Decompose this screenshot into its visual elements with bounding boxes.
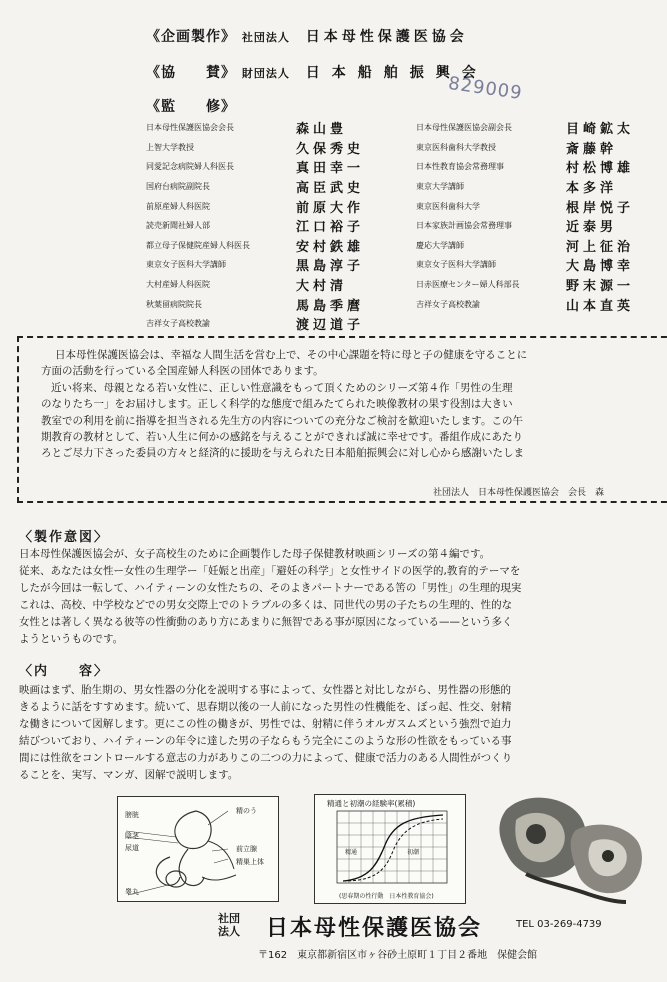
supervisor-name: 馬島季麿 <box>296 298 365 314</box>
supervisors-right-column <box>416 118 666 314</box>
supervisor-name: 目崎鉱太 <box>566 122 635 138</box>
anatomy-diagram <box>117 796 279 902</box>
supervisor-role: 上智大学教授 <box>146 142 194 152</box>
supervisor-row <box>416 294 666 314</box>
footer-prefix-bottom: 法人 <box>218 925 240 938</box>
chart-plot <box>315 795 465 903</box>
supervisor-row <box>146 157 386 177</box>
supervisor-row <box>416 236 666 256</box>
supervisor-name: 久保秀史 <box>296 141 365 157</box>
sponsor-line <box>146 62 488 82</box>
greeting-line: ろとご尽力下さった委員の方々と経済的に援助を与えられた日本船舶振興会に対し心から感謝いたしま <box>41 447 524 460</box>
supervisor-role: 秋葉留病院院長 <box>146 299 202 309</box>
greeting-line: 近い将来、母親となる若い女性に、正しい性意識をもって頂くためのシリーズ第４作「男性の生理 <box>51 381 513 394</box>
supervisor-row <box>416 138 666 158</box>
supervisor-row <box>146 294 386 314</box>
supervisor-role: 同愛記念病院婦人科医長 <box>146 162 234 172</box>
footer-prefix-top: 社団 <box>218 912 240 925</box>
supervisor-role: 吉祥女子高校教諭 <box>416 299 480 309</box>
content-text <box>19 682 512 784</box>
production-org: 日本母性保護医協会 <box>305 29 468 45</box>
intent-line: ようというものです。 <box>19 633 124 645</box>
intent-line: これは、高校、中学校などでの男女交際上でのトラブルの多くは、同世代の男の子たちの生理的、性的な <box>19 599 513 611</box>
supervisor-row <box>146 255 386 275</box>
supervisor-role: 都立母子保健院産婦人科医長 <box>146 240 250 250</box>
supervisor-name: 前原大作 <box>296 200 365 216</box>
supervisor-role: 大村産婦人科医院 <box>146 280 210 290</box>
intent-line: 女性とは著しく異なる彼等の性衝動のあり方にあまりに無智である事が原因になっている——という多く <box>19 616 513 628</box>
supervisor-name: 真田幸一 <box>296 161 365 177</box>
supervisor-role: 東京女子医科大学講師 <box>416 260 496 270</box>
supervisor-name: 森山豊 <box>296 122 348 138</box>
supervisor-name: 山本直英 <box>566 298 635 314</box>
supervisor-role: 東京大学講師 <box>416 182 464 192</box>
anatomy-label: 前立腺 <box>236 845 257 853</box>
supervisor-role: 東京女子医科大学講師 <box>146 260 226 270</box>
intent-line: 日本母性保護医協会が、女子高校生のために企画製作した母子保健教材映画シリーズの第４編です。 <box>19 548 491 560</box>
supervisor-row <box>146 216 386 236</box>
cumulative-chart <box>314 794 466 904</box>
chart-legend-label: 初潮 <box>407 849 420 856</box>
supervisor-role: 東京医科歯科大学 <box>416 201 480 211</box>
sponsor-org: 日本船舶振興会 <box>305 65 488 81</box>
content-line: きるように話をすすめます。続いて、思春期以後の一人前になった男性の性機能を、ぼっ起、性交、射精 <box>19 701 512 713</box>
photo-image <box>496 790 646 906</box>
supervisor-name: 大島博幸 <box>566 259 635 275</box>
supervisor-row <box>416 196 666 216</box>
anatomy-label: 精のう <box>236 807 257 815</box>
supervisor-name: 高臣武史 <box>296 181 365 197</box>
greeting-line: 期教育の教材として、若い人生に何かの感銘を与えることができれば誠に幸せです。番組作成にあたり <box>41 431 523 444</box>
photo-still <box>496 790 646 906</box>
greeting-text <box>41 347 527 462</box>
supervisor-role: 慶応大学講師 <box>416 240 464 250</box>
sponsor-label: 《協 賛》 <box>146 65 236 81</box>
content-line: 映画はまず、胎生期の、男女性器の分化を説明する事によって、女性器と対比しながら、男性器の形態的 <box>19 684 512 696</box>
sponsor-prefix: 財団法人 <box>241 67 290 80</box>
production-line <box>146 26 468 46</box>
supervisor-row <box>416 177 666 197</box>
chart-title: 精通と初潮の経験率(累積) <box>327 799 416 808</box>
supervisor-row <box>416 255 666 275</box>
content-line: ることを、実写、マンガ、図解で説明します。 <box>19 769 239 781</box>
anatomy-label: 精巣上体 <box>236 858 264 866</box>
intent-text <box>19 546 521 648</box>
supervisor-row <box>146 275 386 295</box>
supervisor-name: 黒島淳子 <box>296 259 365 275</box>
greeting-box <box>17 336 667 503</box>
supervisor-row <box>416 216 666 236</box>
supervisor-row <box>146 236 386 256</box>
supervisor-row <box>416 275 666 295</box>
supervisor-row <box>416 118 666 138</box>
supervisor-row <box>146 138 386 158</box>
supervisors-left-column <box>146 118 386 334</box>
supervisor-name: 根岸悦子 <box>566 200 635 216</box>
supervisor-role: 東京医科歯科大学教授 <box>416 142 496 152</box>
content-line: な働きについて図解します。更にこの性の働きが、男性では、射精に伴うオルガスムズという強烈で迫力 <box>19 718 512 730</box>
supervisor-name: 大村清 <box>296 279 348 295</box>
anatomy-label: 陰茎 <box>125 832 139 840</box>
greeting-line: 方面の活動を行っている全国産婦人科医の団体であります。 <box>41 365 324 378</box>
content-title: 〈内 容〉 <box>19 664 110 679</box>
greeting-line: 教室での利用を前に指導を担当される先生方の内容についての充分なご検討を歓迎いたします。この午 <box>41 414 523 427</box>
supervisor-name: 村松博雄 <box>566 161 635 177</box>
supervisor-role: 日本母性保護医協会会長 <box>146 123 234 133</box>
production-prefix: 社団法人 <box>241 31 290 44</box>
supervisor-role: 吉祥女子高校教諭 <box>146 319 210 329</box>
production-label: 《企画製作》 <box>146 29 236 45</box>
supervisor-role: 日本性教育協会常務理事 <box>416 162 504 172</box>
footer-tel: TEL 03-269-4739 <box>516 919 602 930</box>
greeting-signature: 社団法人 日本母性保護医協会 会長 森 <box>433 488 605 498</box>
footer-prefix <box>218 912 240 938</box>
supervisor-name: 安村鉄雄 <box>296 239 365 255</box>
supervisor-role: 前原産婦人科医院 <box>146 201 210 211</box>
supervisor-name: 近泰男 <box>566 220 618 236</box>
supervisor-name: 渡辺道子 <box>296 318 365 334</box>
supervisor-role: 日赤医療センター婦人科部長 <box>416 280 520 290</box>
supervisor-name: 斎藤幹 <box>566 141 618 157</box>
supervisor-row <box>146 314 386 334</box>
supervisor-row <box>416 157 666 177</box>
anatomy-label: 尿道 <box>125 844 139 852</box>
greeting-line: のなりたち一」をお届けします。正しく科学的な態度で組みたてられた映像教材の果す役割は大きい <box>41 398 513 411</box>
intent-line: 従来、あなたは女性ー女性の生理学ー「妊娠と出産」「避妊の科学」と女性サイドの医学的,教育的テーマを <box>19 565 521 577</box>
intent-line: したが今回は一転して、ハイティーンの女性たちの、そのよきパートナーである筈の「男性」の生理的現実 <box>19 582 522 594</box>
supervisor-role: 読売新聞社婦人部 <box>146 221 210 231</box>
footer-address: 〒162 東京都新宿区市ヶ谷砂土原町１丁目２番地 保健会館 <box>258 950 538 961</box>
supervisor-role: 日本家族計画協会常務理事 <box>416 221 512 231</box>
archive-stamp: 829009 <box>446 72 524 105</box>
content-line: 結びついており、ハイティーンの年令に達した男の子ならもう完全にこのような形の性欲をもっている事 <box>19 735 512 747</box>
supervisor-role: 国府台病院副院長 <box>146 182 210 192</box>
chart-legend-label: 精通 <box>345 849 358 856</box>
supervision-label: 《監 修》 <box>146 99 236 115</box>
supervisor-role: 日本母性保護医協会副会長 <box>416 123 512 133</box>
supervisor-row <box>146 196 386 216</box>
chart-footer: (思春期の性行動 日本性教育協会) <box>339 893 434 900</box>
anatomy-label: 睾丸 <box>125 888 139 896</box>
supervisor-name: 江口裕子 <box>296 220 365 236</box>
supervisor-row <box>146 118 386 138</box>
intent-title: 〈製作意図〉 <box>19 530 110 545</box>
greeting-line: 日本母性保護医協会は、幸福な人間生活を営む上で、その中心課題を特に母と子の健康を守ることに <box>55 349 528 361</box>
anatomy-label: 膀胱 <box>125 811 139 819</box>
supervisor-row <box>146 177 386 197</box>
supervisor-name: 河上征治 <box>566 239 635 255</box>
supervisor-name: 本多洋 <box>566 181 618 197</box>
supervisor-name: 野末源一 <box>566 279 635 295</box>
footer-org-name: 日本母性保護医協会 <box>266 916 483 941</box>
content-line: 間には性欲をコントロールする意志の力がありこの二つの力によって、健康で活力のある人間性がつくり <box>19 752 513 764</box>
